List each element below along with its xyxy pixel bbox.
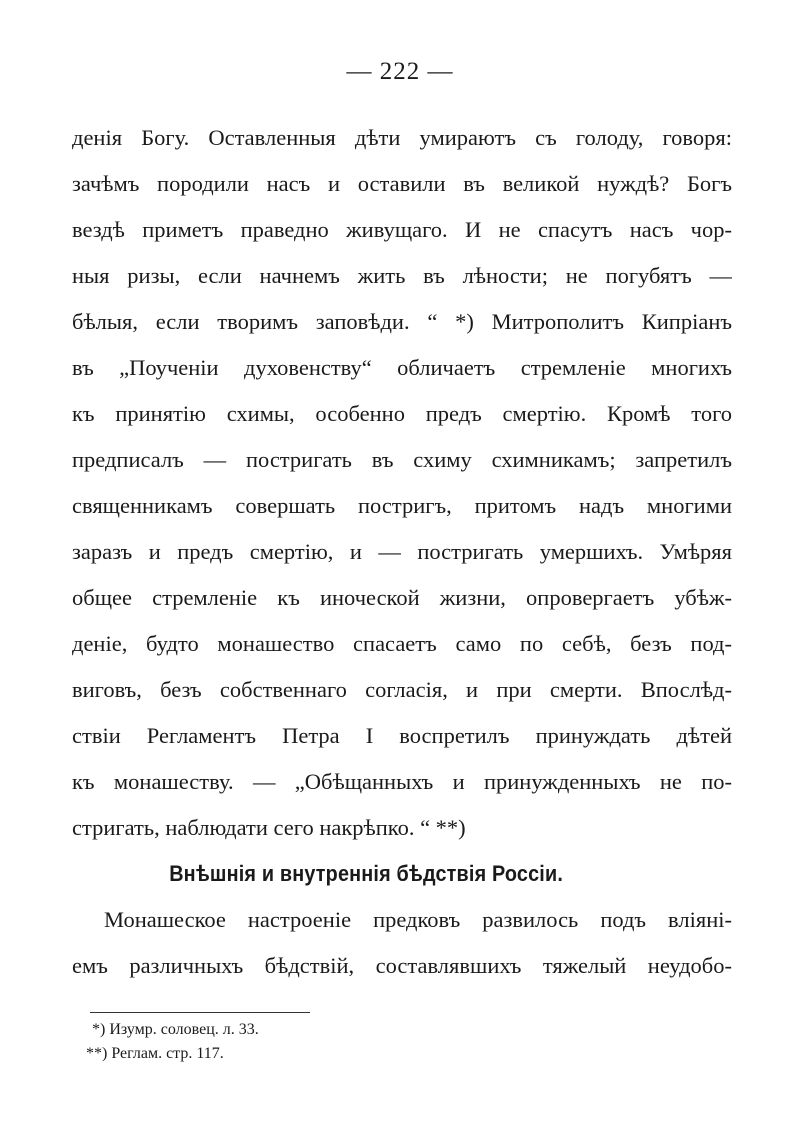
page-number: — 222 — [346,58,454,85]
main-text [72,115,732,989]
footnote: *) Изумр. соловец. л. 33. [92,1021,259,1038]
section-heading: Внѣшнія и внутреннія бѣдствія Россіи. [169,861,564,886]
text-line: зачѣмъ породили насъ и оставили въ великой нуждѣ? Богъ [72,171,732,196]
footnote: **) Реглам. стр. 117. [86,1045,224,1062]
text-line: вездѣ приметъ праведно живущаго. И не спасутъ насъ чор- [72,217,732,242]
text-line: деніе, будто монашество спасаетъ само по себѣ, безъ под- [72,631,732,656]
text-line: бѣлыя, если творимъ заповѣди. “ *) Митрополитъ Кипріанъ [72,309,732,334]
text-line: Монашеское настроеніе предковъ развилось подъ вліяні- [104,907,732,932]
text-line: заразъ и предъ смертію, и — постригать умершихъ. Умѣряя [72,539,732,564]
text-line: стригать, наблюдати сего накрѣпко. “ **) [72,815,466,840]
text-line: къ принятію схимы, особенно предъ смертію. Кромѣ того [72,401,732,426]
text-line: ствіи Регламентъ Петра I воспретилъ принуждать дѣтей [72,723,732,748]
text-line: виговъ, безъ собственнаго согласія, и при смерти. Впослѣд- [72,677,732,702]
footnotes [86,1018,259,1066]
text-line: емъ различныхъ бѣдствій, составлявшихъ тяжелый неудобо- [72,953,732,978]
text-line: священникамъ совершать постригъ, притомъ надъ многими [72,493,732,518]
text-line: общее стремленіе къ иноческой жизни, опровергаетъ убѣж- [72,585,732,610]
text-line: денія Богу. Оставленныя дѣти умираютъ съ голоду, говоря: [72,125,732,150]
text-line: къ монашеству. — „Обѣщанныхъ и принужденныхъ не по- [72,769,732,794]
footnote-divider [90,1012,310,1013]
text-line: въ „Поученіи духовенству“ обличаетъ стремленіе многихъ [72,355,732,380]
text-line: ныя ризы, если начнемъ жить въ лѣности; не погубятъ — [72,263,732,288]
text-line: предписалъ — постригать въ схиму схимникамъ; запретилъ [72,447,732,472]
